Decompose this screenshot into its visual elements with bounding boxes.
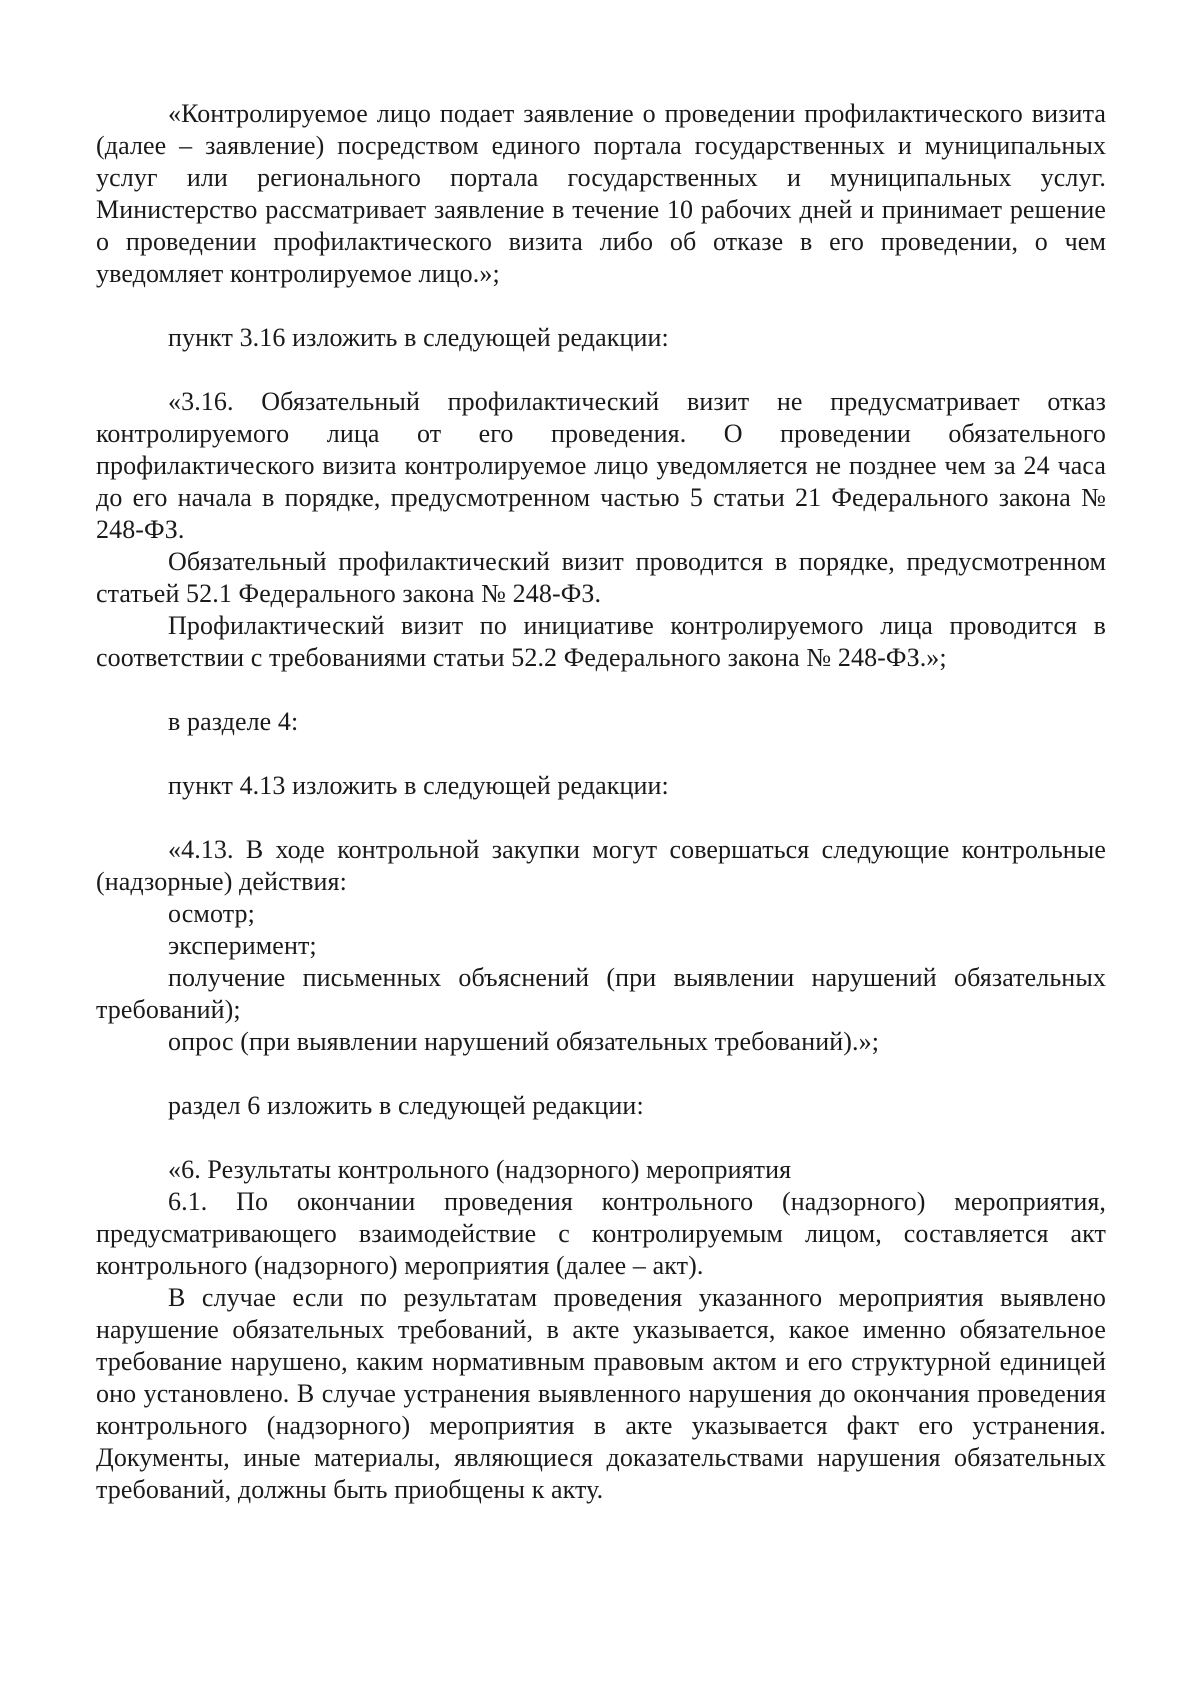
- section-6-heading: «6. Результаты контрольного (надзорного) мероприятия: [168, 1155, 792, 1184]
- list-item-inspection: осмотр;: [168, 899, 255, 928]
- paragraph-3-16-procedure: Обязательный профилактический визит проводится в порядке, предусмотренном статьей 52.1 Федерального закона № 248-ФЗ.: [96, 547, 1106, 608]
- paragraph-amend-4-13: пункт 4.13 изложить в следующей редакции:: [168, 771, 669, 800]
- paragraph-6-1-violations: В случае если по результатам проведения указанного мероприятия выявлено нарушение обязательных требований, в акте указывается, какое именно обязательное требование нарушено, каким нормативным правовым актом и его структурной единицей оно установлено. В случае устранения выявленного нарушения до окончания проведения контрольного (надзорного) мероприятия в акте указывается факт его устранения. Документы, иные материалы, являющиеся доказательствами нарушения обязательных требований, должны быть приобщены к акту.: [96, 1283, 1106, 1504]
- list-item-experiment: эксперимент;: [168, 931, 317, 960]
- paragraph-3-16-mandatory-visit: «3.16. Обязательный профилактический визит не предусматривает отказ контролируемого лица от его проведения. О проведении обязательного профилактического визита контролируемое лицо уведомляется не позднее чем за 24 часа до его начала в порядке, предусмотренном частью 5 статьи 21 Федерального закона № 248-ФЗ.: [96, 387, 1106, 544]
- paragraph-amend-section-6: раздел 6 изложить в следующей редакции:: [168, 1091, 644, 1120]
- paragraph-4-13-actions: «4.13. В ходе контрольной закупки могут совершаться следующие контрольные (надзорные) действия:: [96, 835, 1106, 896]
- list-item-written-explanations: получение письменных объяснений (при выявлении нарушений обязательных требований);: [96, 963, 1106, 1024]
- paragraph-amend-3-16: пункт 3.16 изложить в следующей редакции:: [168, 323, 669, 352]
- list-item-survey: опрос (при выявлении нарушений обязательных требований).»;: [168, 1027, 880, 1056]
- paragraph-section-4: в разделе 4:: [168, 707, 299, 736]
- paragraph-6-1: 6.1. По окончании проведения контрольного (надзорного) мероприятия, предусматривающего взаимодействие с контролируемым лицом, составляется акт контрольного (надзорного) мероприятия (далее – акт).: [96, 1187, 1106, 1280]
- paragraph-3-16-initiative-visit: Профилактический визит по инициативе контролируемого лица проводится в соответствии с требованиями статьи 52.2 Федерального закона № 248-ФЗ.»;: [96, 611, 1106, 672]
- paragraph-profilactic-visit-application: «Контролируемое лицо подает заявление о проведении профилактического визита (далее – заявление) посредством единого портала государственных и муниципальных услуг или регионального портала государственных и муниципальных услуг. Министерство рассматривает заявление в течение 10 рабочих дней и принимает решение о проведении профилактического визита либо об отказе в его проведении, о чем уведомляет контролируемое лицо.»;: [96, 99, 1106, 288]
- document-body: [96, 98, 1106, 1506]
